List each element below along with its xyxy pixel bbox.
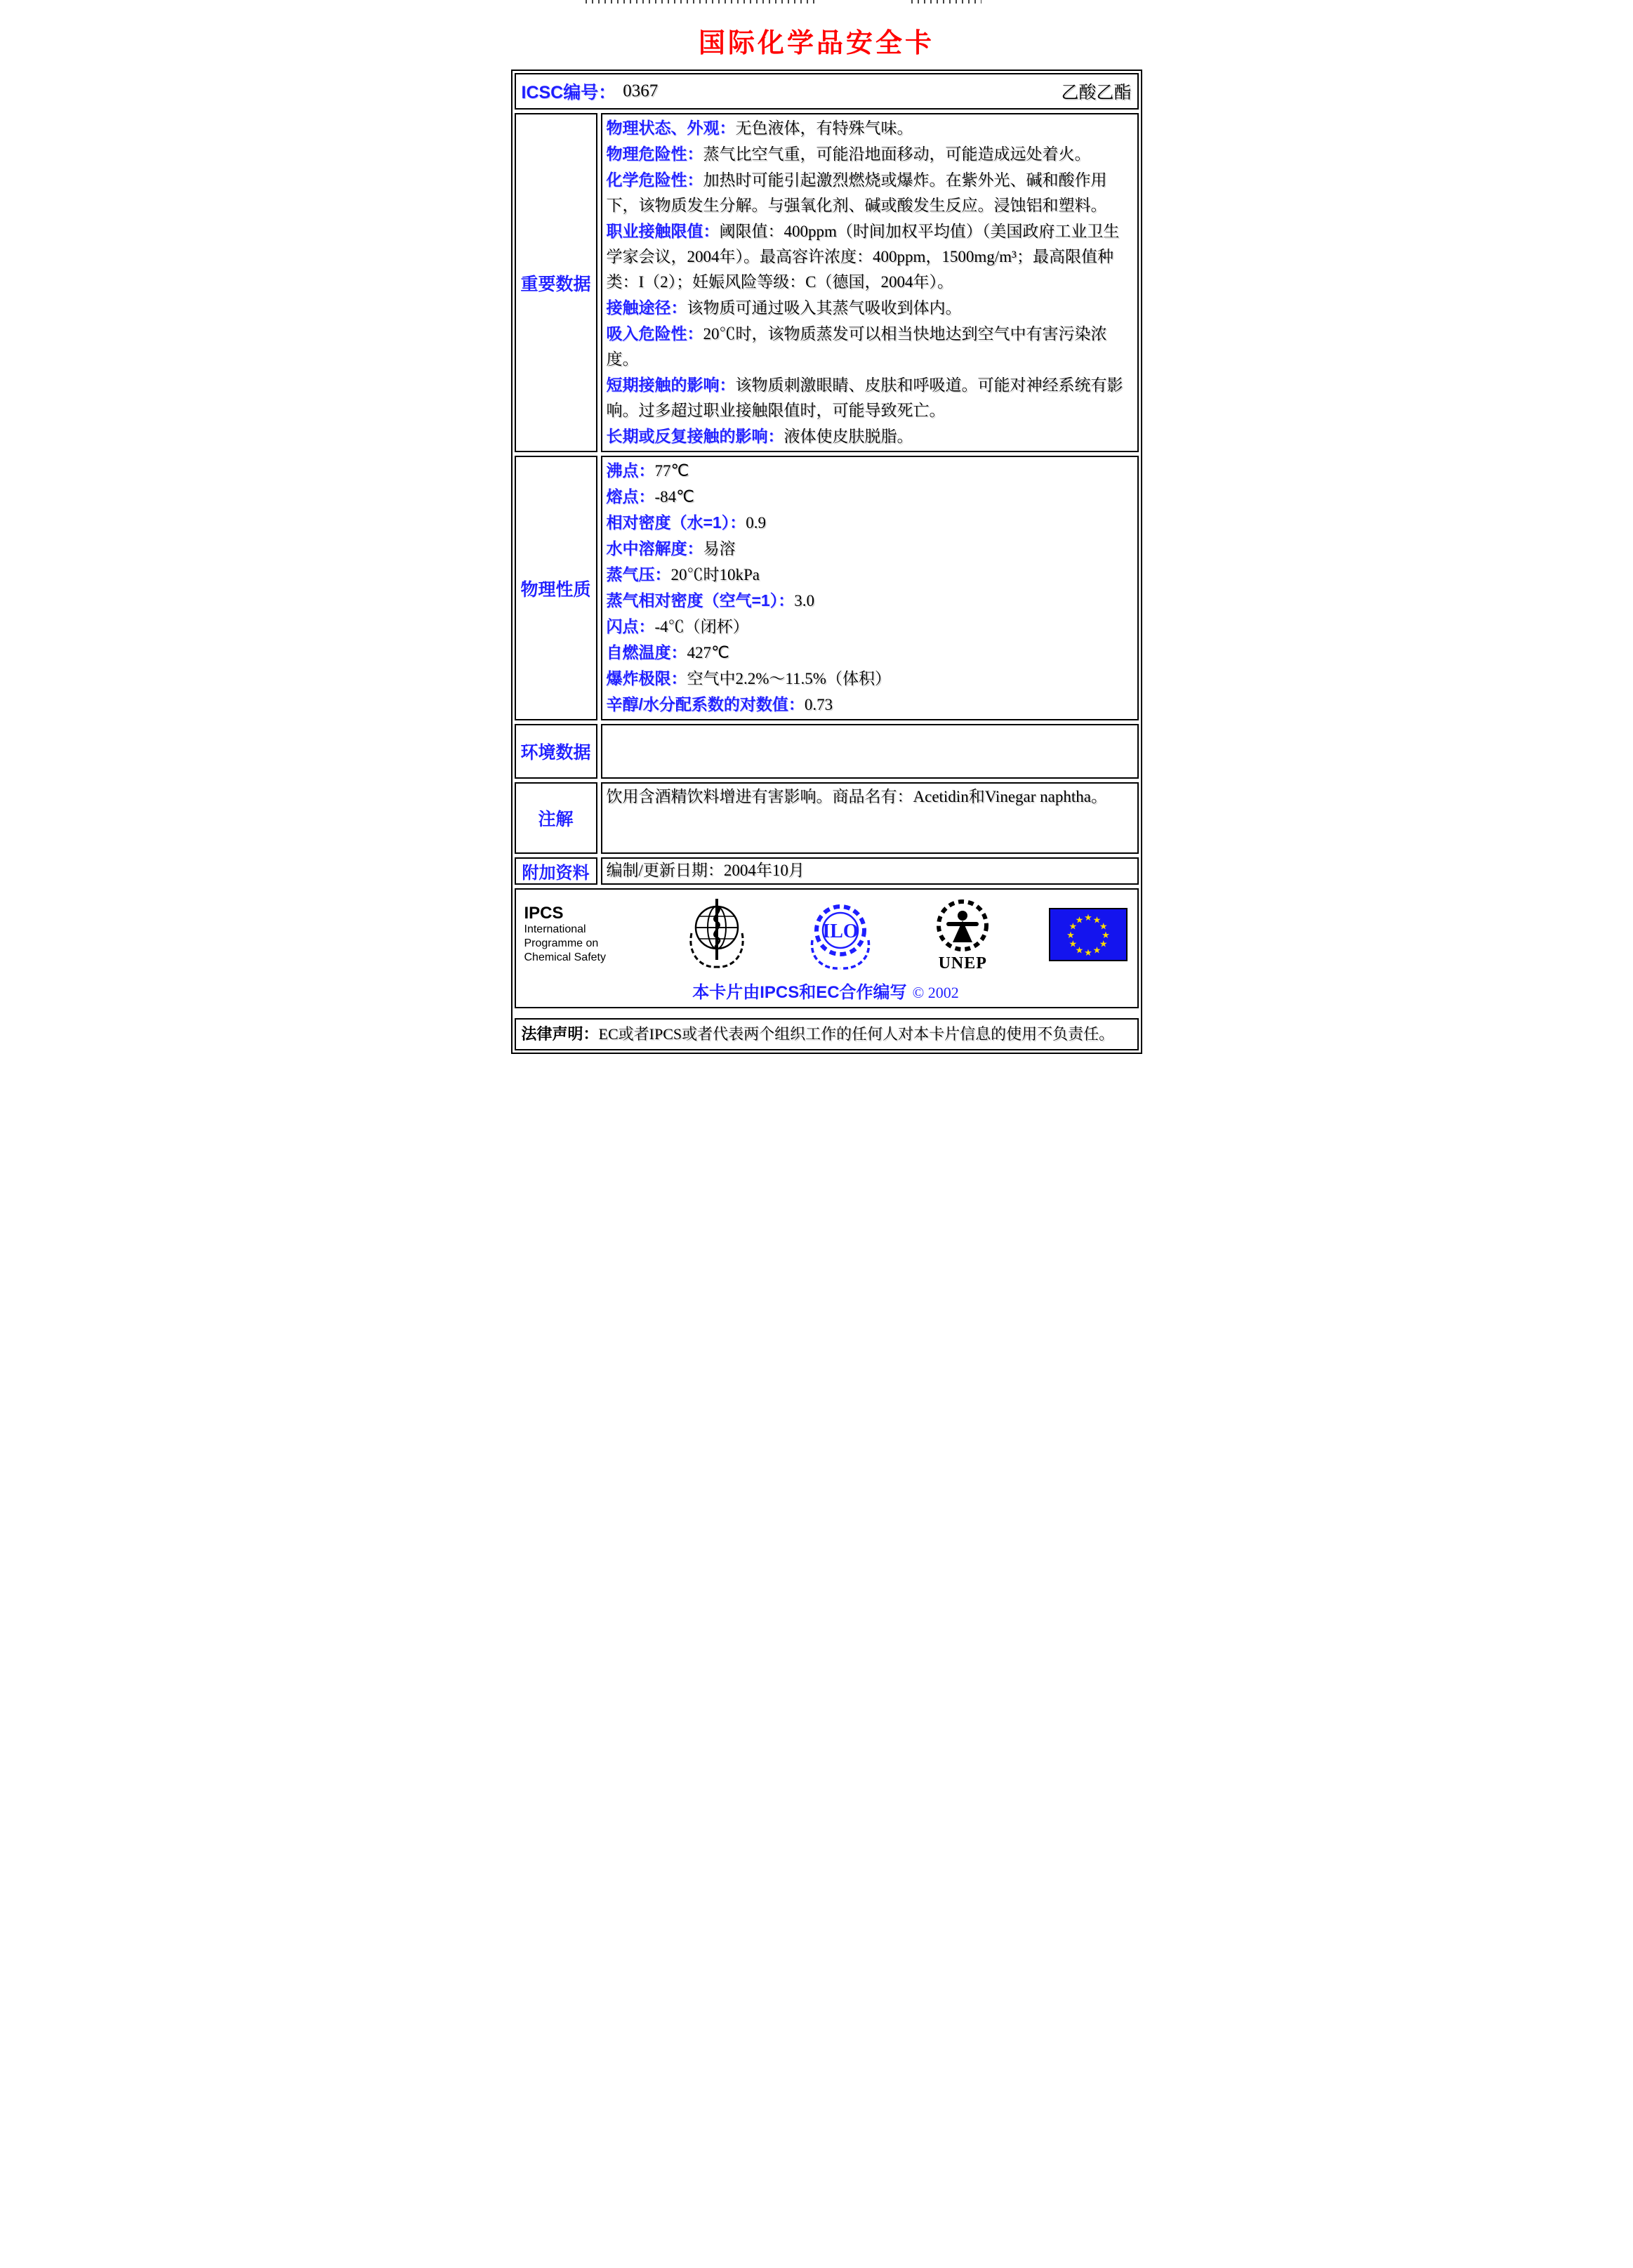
section-environmental-data xyxy=(515,724,1139,779)
section-important-data xyxy=(515,113,1139,452)
section-content-important xyxy=(601,113,1139,452)
chemical-name: 乙酸乙酯 xyxy=(1061,84,1132,103)
field-water-solubility: 水中溶解度：易溶 xyxy=(606,539,736,558)
notes-text: 饮用含酒精饮料增进有害影响。商品名有：Acetidin和Vinegar naphtha。 xyxy=(606,788,1107,805)
header-cell xyxy=(515,73,1139,110)
field-melting-point: 熔点：-84℃ xyxy=(606,487,694,506)
field-vapour-pressure: 蒸气压：20℃时10kPa xyxy=(606,565,760,584)
svg-text:★: ★ xyxy=(1075,945,1083,956)
section-content-notes xyxy=(601,782,1139,854)
logos-cell xyxy=(515,888,1139,1008)
section-label-notes: 注解 xyxy=(515,782,597,854)
ilo-icon xyxy=(804,897,877,973)
page-title: 国际化学品安全卡 xyxy=(698,29,934,58)
who-icon xyxy=(682,897,752,973)
ipcs-text-block: IPCS International Programme on Chemical Safety xyxy=(524,904,630,965)
unep-icon xyxy=(929,897,996,955)
field-autoignition-temperature: 自燃温度：427℃ xyxy=(606,643,729,661)
legal-notice-label: 法律声明： xyxy=(521,1025,599,1043)
field-octanol-water-partition: 辛醇/水分配系数的对数值：0.73 xyxy=(606,695,833,713)
field-chemical-hazards: 化学危险性：加热时可能引起激烈燃烧或爆炸。在紫外光、碱和酸作用下，该物质发生分解。与强氧化剂、碱或酸发生反应。浸蚀铝和塑料。 xyxy=(606,171,1107,214)
section-content-physical xyxy=(601,456,1139,720)
legal-cell xyxy=(515,1018,1139,1050)
field-occupational-exposure-limits: 职业接触限值：阈限值：400ppm（时间加权平均值）（美国政府工业卫生学家会议，2004年）。最高容许浓度：400ppm，1500mg/m³；最高限值种类：I（2）；妊娠风险等级：C（德国，2004年）。 xyxy=(606,222,1120,291)
svg-text:★: ★ xyxy=(1083,948,1092,958)
copyright-text: © 2002 xyxy=(912,984,959,1001)
field-short-term-effects: 短期接触的影响：该物质刺激眼睛、皮肤和呼吸道。可能对神经系统有影响。过多超过职业接触限值时，可能导致死亡。 xyxy=(606,376,1123,419)
svg-text:★: ★ xyxy=(1083,913,1092,923)
section-notes xyxy=(515,782,1139,854)
clipped-print-header xyxy=(911,0,981,4)
field-long-term-effects: 长期或反复接触的影响：液体使皮肤脱脂。 xyxy=(606,427,913,445)
svg-text:★: ★ xyxy=(1101,930,1110,941)
additional-text: 编制/更新日期：2004年10月 xyxy=(606,862,805,879)
section-label-additional: 附加资料 xyxy=(515,857,597,885)
icsc-number-value: 0367 xyxy=(623,81,659,100)
field-physical-hazards: 物理危险性：蒸气比空气重，可能沿地面移动，可能造成远处着火。 xyxy=(606,145,1091,163)
svg-text:★: ★ xyxy=(1099,921,1108,932)
section-label-important: 重要数据 xyxy=(515,113,597,452)
footer-caption xyxy=(524,978,1128,1003)
field-boiling-point: 沸点：77℃ xyxy=(606,461,689,480)
svg-text:★: ★ xyxy=(1068,921,1077,932)
svg-text:★: ★ xyxy=(1075,915,1083,926)
svg-text:★: ★ xyxy=(1099,939,1108,950)
header-row xyxy=(515,73,1139,110)
section-content-additional xyxy=(601,857,1139,885)
unep-logo-block xyxy=(929,897,996,972)
field-physical-state: 物理状态、外观：无色液体，有特殊气味。 xyxy=(606,119,913,137)
svg-text:ILO: ILO xyxy=(822,921,859,942)
cooperation-caption: 本卡片由IPCS和EC合作编写 xyxy=(692,983,907,1002)
safety-card-table xyxy=(511,70,1142,1054)
ipcs-title: IPCS xyxy=(524,904,564,923)
logos-row xyxy=(515,888,1139,1008)
eu-flag-icon xyxy=(1049,908,1128,961)
unep-wordmark: UNEP xyxy=(938,954,987,973)
svg-text:★: ★ xyxy=(1066,930,1075,941)
section-label-environment: 环境数据 xyxy=(515,724,597,779)
section-additional-info xyxy=(515,857,1139,885)
icsc-number-label: ICSC编号： xyxy=(521,83,616,103)
field-relative-density: 相对密度（水=1）：0.9 xyxy=(606,513,766,532)
legal-notice-text: EC或者IPCS或者代表两个组织工作的任何人对本卡片信息的使用不负责任。 xyxy=(598,1025,1115,1043)
clipped-print-header xyxy=(586,0,817,4)
svg-text:★: ★ xyxy=(1092,945,1101,956)
section-content-environment xyxy=(601,724,1139,779)
logos-strip xyxy=(524,897,1128,973)
legal-row xyxy=(515,1018,1139,1050)
field-inhalation-risk: 吸入危险性：20℃时，该物质蒸发可以相当快地达到空气中有害污染浓度。 xyxy=(606,324,1107,368)
svg-text:★: ★ xyxy=(1068,939,1077,950)
field-routes-of-exposure: 接触途径：该物质可通过吸入其蒸气吸收到体内。 xyxy=(606,298,962,317)
section-label-physical: 物理性质 xyxy=(515,456,597,720)
field-vapour-relative-density: 蒸气相对密度（空气=1）：3.0 xyxy=(606,591,814,609)
field-flash-point: 闪点：-4℃（闭杯） xyxy=(606,617,749,635)
icsc-card-page xyxy=(409,0,1225,1134)
field-explosive-limits: 爆炸极限：空气中2.2%～11.5%（体积） xyxy=(606,669,891,687)
section-physical-properties xyxy=(515,456,1139,720)
svg-text:★: ★ xyxy=(1092,915,1101,926)
